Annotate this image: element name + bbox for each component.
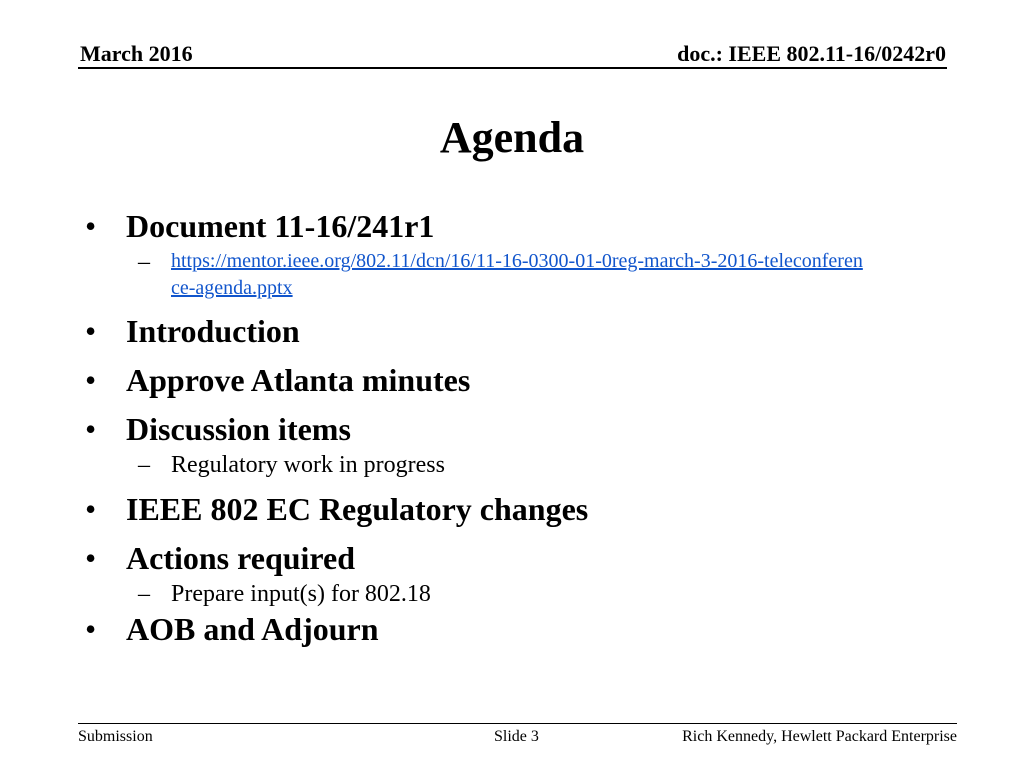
- agenda-subitem: [126, 451, 960, 480]
- agenda-list: [80, 206, 960, 658]
- agenda-subitem-label: Regulatory work in progress: [171, 452, 445, 478]
- agenda-item-label: Introduction: [126, 313, 300, 349]
- agenda-subitems: [126, 248, 960, 302]
- slide-title: Agenda: [439, 113, 585, 162]
- agenda-item-label: AOB and Adjourn: [126, 611, 379, 647]
- agenda-item-label: Document 11-16/241r1: [126, 208, 435, 244]
- bullet-icon: •: [85, 411, 97, 447]
- agenda-item-actions: [80, 538, 960, 609]
- agenda-item-introduction: [80, 311, 960, 351]
- agenda-item-label: Actions required: [126, 540, 356, 576]
- agenda-subitem-label: Prepare input(s) for 802.18: [171, 581, 431, 607]
- header-doc-id: doc.: IEEE 802.11-16/0242r0: [677, 41, 946, 66]
- agenda-subitems: [126, 451, 960, 480]
- agenda-subitem: [126, 248, 960, 302]
- bullet-icon: •: [85, 491, 97, 527]
- agenda-document-link[interactable]: https://mentor.ieee.org/802.11/dcn/16/11-16-0300-01-0reg-march-3-2016-teleconference-agenda.pptx: [171, 250, 863, 299]
- bullet-icon: •: [85, 611, 97, 647]
- footer-divider: [78, 723, 957, 724]
- bullet-icon: •: [85, 208, 97, 244]
- footer-author: Rich Kennedy, Hewlett Packard Enterprise: [682, 728, 957, 745]
- header-divider: [78, 67, 947, 69]
- agenda-item-aob: [80, 609, 960, 649]
- header-date: March 2016: [80, 41, 193, 66]
- agenda-item-approve-minutes: [80, 360, 960, 400]
- agenda-item-document: [80, 206, 960, 302]
- footer-slide-number: Slide 3: [494, 728, 539, 745]
- agenda-item-label: Approve Atlanta minutes: [126, 362, 471, 398]
- agenda-item-ec-regulatory: [80, 489, 960, 529]
- bullet-icon: •: [85, 540, 97, 576]
- agenda-item-discussion: [80, 409, 960, 480]
- bullet-icon: •: [85, 313, 97, 349]
- dash-icon: –: [138, 452, 150, 478]
- dash-icon: –: [138, 581, 150, 607]
- footer-submission: Submission: [78, 728, 153, 745]
- bullet-icon: •: [85, 362, 97, 398]
- dash-icon: –: [138, 249, 150, 275]
- agenda-subitem: [126, 580, 960, 609]
- agenda-item-label: IEEE 802 EC Regulatory changes: [126, 491, 589, 527]
- agenda-subitems: [126, 580, 960, 609]
- agenda-item-label: Discussion items: [126, 411, 351, 447]
